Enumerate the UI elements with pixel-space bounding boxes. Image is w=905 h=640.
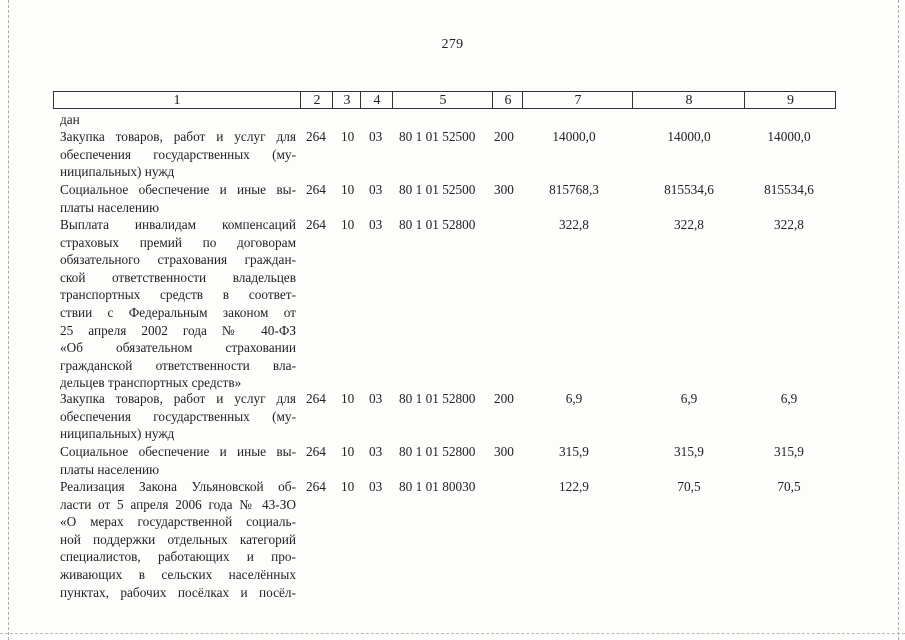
table-row-6-name <box>60 478 296 601</box>
row-6-section: 10 <box>341 479 355 494</box>
row-1-type: 200 <box>494 129 514 144</box>
row-4-value-9: 6,9 <box>780 391 798 406</box>
row-3-line-2: обязательного страхования граждан- <box>60 252 296 268</box>
row-1-value-9: 14000,0 <box>767 129 811 144</box>
row-6-line-0: Реализация Закона Ульяновской об- <box>60 479 296 494</box>
row-4-line-1: обеспечения государственных (му- <box>60 408 296 424</box>
header-col-7: 7 <box>522 92 633 108</box>
row-3-value-8: 322,8 <box>674 217 704 232</box>
row-4-article: 80 1 01 52800 <box>399 391 476 406</box>
row-3-code: 264 <box>306 217 326 232</box>
row-4-subsection: 03 <box>369 391 383 406</box>
page-number: 279 <box>441 37 464 52</box>
row-1-subsection: 03 <box>369 129 383 144</box>
header-col-6: 6 <box>492 92 523 108</box>
row-0-line-0: дан <box>60 112 80 127</box>
row-5-line-0: Социальное обеспечение и иные вы- <box>60 444 296 459</box>
row-2-section: 10 <box>341 182 355 197</box>
row-5-type: 300 <box>494 444 514 459</box>
row-5-article: 80 1 01 52800 <box>399 444 476 459</box>
row-4-line-0: Закупка товаров, работ и услуг для <box>60 391 296 406</box>
row-3-line-3: ской ответственности владельцев <box>60 269 296 285</box>
row-1-value-7: 14000,0 <box>552 129 596 144</box>
header-col-3: 3 <box>332 92 361 108</box>
row-4-value-8: 6,9 <box>680 391 698 406</box>
row-2-value-9: 815534,6 <box>764 182 814 197</box>
row-4-line-2: ниципальных) нужд <box>60 426 175 442</box>
scan-edge-left <box>8 0 9 640</box>
header-col-4: 4 <box>360 92 393 108</box>
row-2-subsection: 03 <box>369 182 383 197</box>
row-2-line-0: Социальное обеспечение и иные вы- <box>60 182 296 197</box>
row-3-line-8: гражданской ответственности вла- <box>60 357 296 373</box>
row-5-code: 264 <box>306 444 326 459</box>
scan-edge-bottom <box>0 633 905 634</box>
row-2-article: 80 1 01 52500 <box>399 182 476 197</box>
row-1-value-8: 14000,0 <box>667 129 711 144</box>
scan-edge-right <box>898 0 899 640</box>
row-2-type: 300 <box>494 182 514 197</box>
table-row-2-name <box>60 181 296 216</box>
row-6-article: 80 1 01 80030 <box>399 479 476 494</box>
row-2-code: 264 <box>306 182 326 197</box>
row-3-line-6: 25 апреля 2002 года № 40-ФЗ <box>60 322 296 338</box>
header-col-9: 9 <box>744 92 836 108</box>
row-6-line-5: живающих в сельских населённых <box>60 566 296 582</box>
header-col-2: 2 <box>300 92 333 108</box>
row-6-value-9: 70,5 <box>777 479 801 494</box>
table-row-1-name <box>60 128 296 181</box>
row-6-code: 264 <box>306 479 326 494</box>
row-6-value-7: 122,9 <box>559 479 589 494</box>
row-1-article: 80 1 01 52500 <box>399 129 476 144</box>
row-6-line-2: «О мерах государственной социаль- <box>60 514 296 530</box>
row-3-value-7: 322,8 <box>559 217 589 232</box>
row-1-line-2: ниципальных) нужд <box>60 164 175 180</box>
row-3-line-9: дельцев транспортных средств» <box>60 375 242 391</box>
row-1-line-1: обеспечения государственных (му- <box>60 146 296 162</box>
row-3-line-5: ствии с Федеральным законом от <box>60 304 296 320</box>
header-col-8: 8 <box>632 92 745 108</box>
row-6-line-6: пунктах, рабочих посёлках и посёл- <box>60 584 296 600</box>
table-row-0-name <box>60 111 296 129</box>
row-3-section: 10 <box>341 217 355 232</box>
row-3-subsection: 03 <box>369 217 383 232</box>
row-6-subsection: 03 <box>369 479 383 494</box>
row-2-value-8: 815534,6 <box>664 182 714 197</box>
row-3-line-1: страховых премий по договорам <box>60 234 296 250</box>
row-5-value-8: 315,9 <box>674 444 704 459</box>
row-6-line-4: специалистов, работающих и про- <box>60 549 296 565</box>
row-3-value-9: 322,8 <box>774 217 804 232</box>
row-1-code: 264 <box>306 129 326 144</box>
row-3-line-7: «Об обязательном страховании <box>60 340 296 356</box>
table-row-3-name <box>60 216 296 392</box>
header-col-5: 5 <box>392 92 493 108</box>
table-row-5-name <box>60 443 296 478</box>
row-6-line-3: ной поддержки отдельных категорий <box>60 531 296 547</box>
row-3-line-4: транспортных средств в соответ- <box>60 287 296 303</box>
row-6-line-1: ласти от 5 апреля 2006 года № 43-ЗО <box>60 496 296 512</box>
row-5-line-1: платы населению <box>60 461 160 477</box>
row-3-line-0: Выплата инвалидам компенсаций <box>60 217 296 232</box>
row-2-line-1: платы населению <box>60 199 160 215</box>
row-4-type: 200 <box>494 391 514 406</box>
row-5-value-7: 315,9 <box>559 444 589 459</box>
row-4-code: 264 <box>306 391 326 406</box>
row-4-value-7: 6,9 <box>565 391 583 406</box>
row-5-value-9: 315,9 <box>774 444 804 459</box>
header-col-1: 1 <box>173 93 181 108</box>
row-5-section: 10 <box>341 444 355 459</box>
table-row-4-name <box>60 390 296 443</box>
row-5-subsection: 03 <box>369 444 383 459</box>
row-1-section: 10 <box>341 129 355 144</box>
row-6-value-8: 70,5 <box>677 479 701 494</box>
row-2-value-7: 815768,3 <box>549 182 599 197</box>
table-header <box>53 91 836 109</box>
row-1-line-0: Закупка товаров, работ и услуг для <box>60 129 296 144</box>
row-4-section: 10 <box>341 391 355 406</box>
row-3-article: 80 1 01 52800 <box>399 217 476 232</box>
